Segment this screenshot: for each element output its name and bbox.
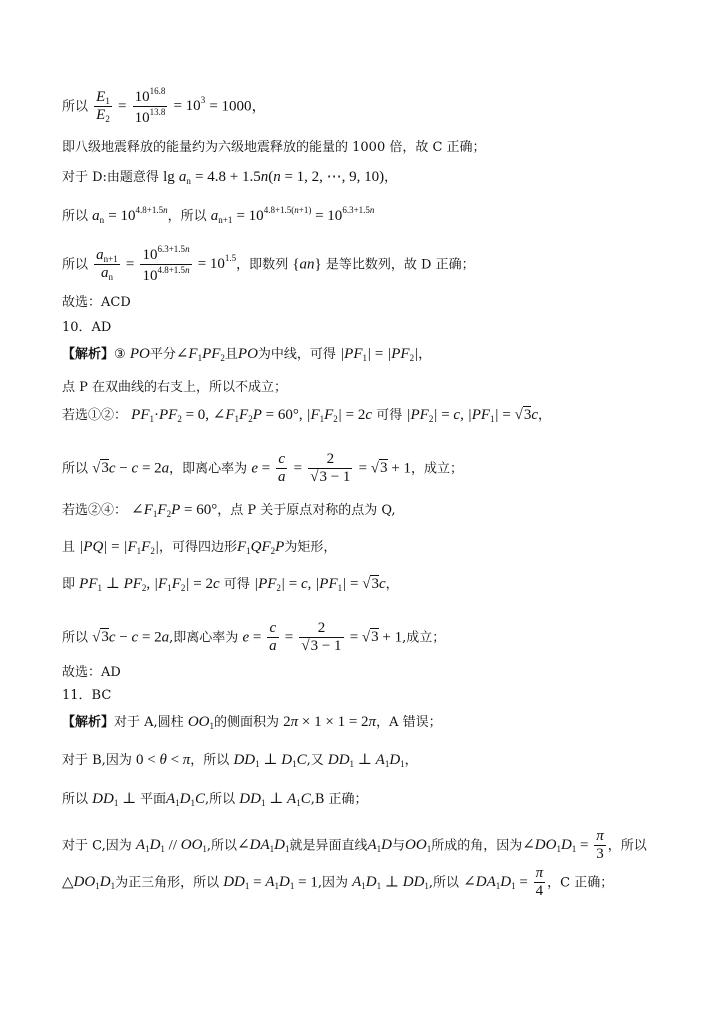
line-16: 故选：AD — [62, 665, 121, 680]
line-9: 点 P 在双曲线的右支上，所以不成立； — [62, 380, 288, 395]
line-21: 对于 C,因为 $A_1D_1 // OO_1$,所以$\angle DA_1D_1$就是异面直线$A_1D$与$OO_1$所成的角，因为$\angle DO_1D_1$ = $\frac{\pi}{3}$ ，所以 — [62, 828, 647, 863]
line-10: 若选①②： $PF_1\cdot PF_2 = 0$, $\angle F_1F_2P = 60^\circ$, $|F_1F_2| = 2c$ 可得 $|PF_2| = c$, $|PF_1| = √3c$， — [62, 407, 552, 424]
line-15: 所以 √3c − c = 2a,即离心率为 e = $\frac{c}{a}$ = $\frac{2}{√3 - 1}$ = √3 + 1,成立； — [62, 620, 446, 655]
line-19: 对于 B,因为 0 < θ < π，所以 $DD_1$ ⊥ $D_1C$,又 $DD_1$ ⊥ $A_1D_1$， — [62, 752, 418, 769]
line-7: 10．AD — [62, 320, 112, 335]
line-14: 即 $PF_1$ ⊥ $PF_2$, $|F_1F_2| = 2c$ 可得 $|PF_2| = c$, $|PF_1| = √3c$， — [62, 576, 399, 593]
line-4: 所以 $a_n = 10^{4.8+1.5n}$，所以 $a_{n+1} = 10^{4.8+1.5(n+1)} = 10^{6.3+1.5n}$ — [62, 205, 375, 225]
line-12: 若选②④： $\angle F_1F_2P = 60^\circ$，点 P 关于原点对称的点为 Q, — [62, 502, 396, 519]
fraction-e1-e2: $\frac{E_1}{E_2}$ — [96, 88, 110, 125]
line-17: 11．BC — [62, 688, 112, 703]
line-1: 所以 $\frac{E_1}{E_2}$ = $\frac{10^{16.8}}{10^{13.8}}$ = $10^3 = 1000$， — [62, 86, 267, 127]
line-22: $\triangle DO_1D_1$为正三角形，所以 $DD_1 = A_1D_1 = 1$,因为 $A_1D_1$ ⊥ $DD_1$,所以 $\angle DA_1D_1$ = $\frac{\pi}{4}$ ，C 正确； — [62, 865, 614, 900]
line-13: 且 $|PQ| = |F_1F_2|$，可得四边形$F_1QF_2P$为矩形， — [62, 539, 337, 556]
line-8: 【解析】③ PO平分$\angle F_1PF_2$且PO为中线，可得 $|PF_1| = |PF_2|$， — [62, 346, 432, 363]
line-2: 即八级地震释放的能量约为六级地震释放的能量的 1000 倍，故 C 正确； — [62, 140, 486, 155]
line-3: 对于 D:由题意得 $\lg a_n = 4.8 + 1.5n(n = 1$, 2, ⋯, 9, 10)， — [62, 169, 398, 186]
line-6: 故选：ACD — [62, 295, 131, 310]
line-20: 所以 $DD_1$ ⊥ 平面$A_1D_1C$,所以 $DD_1$ ⊥ $A_1C,B$ 正确； — [62, 791, 368, 808]
line-5: 所以 $\frac{a_{n+1}}{a_n}$ = $\frac{10^{6.3+1.5n}}{10^{4.8+1.5n}}$ = $10^{1.5}$，即数列 {an} 是等比数列，故 D 正确； — [62, 244, 475, 285]
line-18: 【解析】对于 A,圆柱 $OO_1$的侧面积为 2π × 1 × 1 = 2π，A 错误； — [62, 714, 442, 731]
fraction-powers: $\frac{10^{16.8}}{10^{13.8}}$ — [134, 86, 166, 127]
line-11: 所以 √3c − c = 2a，即离心率为 e = $\frac{c}{a}$ = $\frac{2}{√3 - 1}$ = √3 + 1，成立； — [62, 451, 463, 486]
